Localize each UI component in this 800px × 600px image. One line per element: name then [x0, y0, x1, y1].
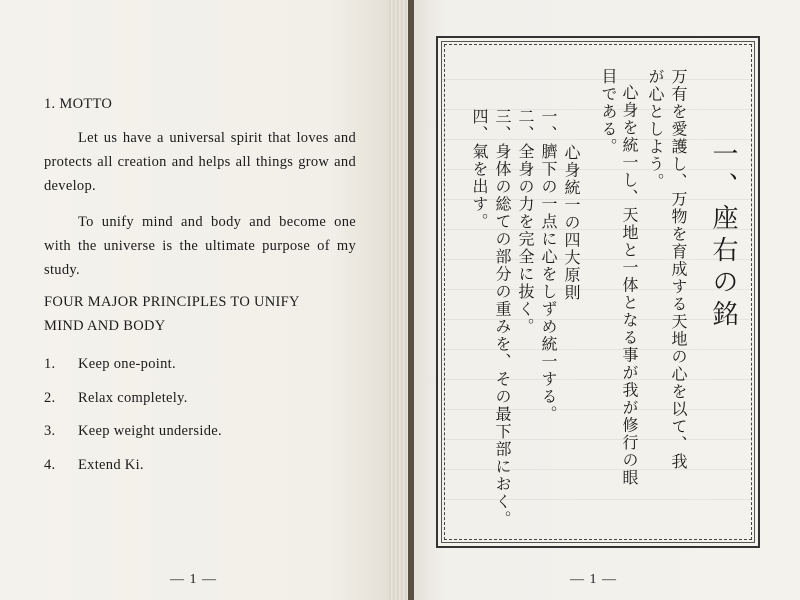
list-item-text: Relax completely.: [78, 389, 188, 406]
vertical-line-2: が心としよう。: [646, 68, 665, 191]
motto-paragraph-1: Let us have a universal spirit that loves and protects all creation and helps all things grow and develop.: [44, 130, 356, 194]
principles-list: [44, 352, 356, 486]
principles-heading-line-2: MIND AND BODY: [44, 318, 166, 334]
motto-heading: 1. MOTTO: [44, 96, 113, 112]
list-item: [44, 352, 356, 386]
left-page: [0, 0, 388, 600]
list-item-number: 3.: [44, 423, 56, 439]
list-item: [44, 453, 356, 487]
list-item-text: Keep one-point.: [78, 356, 176, 372]
page-edge: [388, 0, 408, 600]
list-item-number: 2.: [44, 389, 56, 406]
motto-paragraph-2: To unify mind and body and become one with the universe is the ultimate purpose of my study.: [44, 214, 356, 278]
vertical-line-7: 二、全身の力を完全に抜く。: [516, 108, 535, 336]
list-item-text: Keep weight underside.: [78, 423, 222, 439]
left-page-number: — 1 —: [170, 572, 217, 587]
list-item: [44, 419, 356, 453]
vertical-line-9: 四、氣を出す。: [470, 108, 489, 231]
vertical-line-4: 目である。: [599, 68, 618, 156]
right-page-title: 一、座右の銘: [708, 140, 738, 332]
vertical-line-6: 一、臍下の一点に心をしずめ統一する。: [539, 108, 558, 423]
vertical-line-8: 三、身体の総ての部分の重みを、その最下部におく。: [493, 108, 512, 528]
list-item-number: 1.: [44, 356, 56, 372]
vertical-line-5: 心身統一の四大原則: [562, 144, 581, 302]
right-page-number: — 1 —: [570, 572, 617, 587]
list-item-number: 4.: [44, 456, 56, 473]
principles-heading: [44, 290, 356, 338]
vertical-line-1: 万有を愛護し、万物を育成する天地の心を以て、我: [669, 68, 688, 471]
principles-heading-line-1: FOUR MAJOR PRINCIPLES TO UNIFY: [44, 294, 300, 310]
list-item: [44, 386, 356, 420]
vertical-line-3: 心身を統一し、天地と一体となる事が我が修行の眼: [620, 84, 639, 487]
list-item-text: Extend Ki.: [78, 456, 144, 473]
